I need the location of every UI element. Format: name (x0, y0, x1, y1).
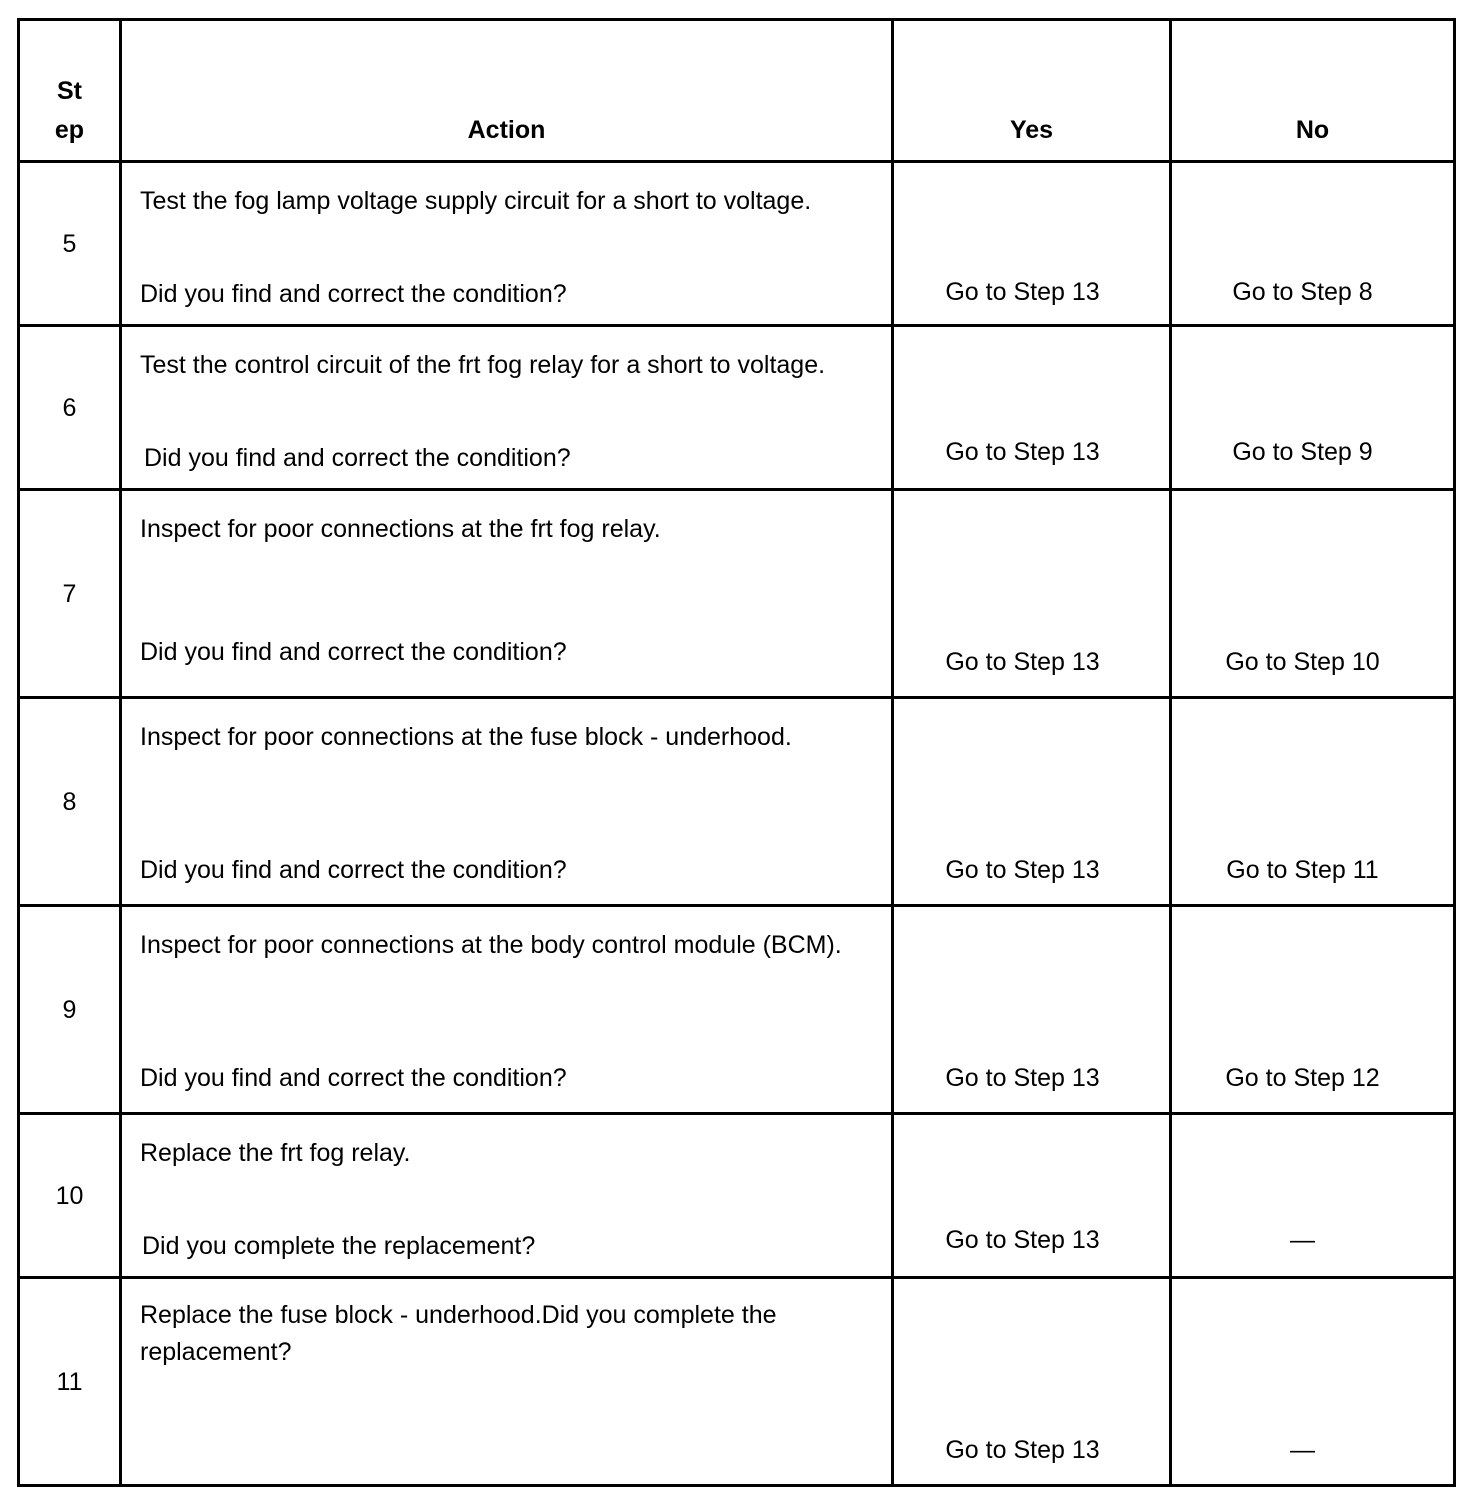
no-cell (1171, 698, 1455, 906)
header-step-line1: St (57, 77, 82, 105)
yes-answer: Go to Step 13 (945, 648, 1100, 676)
question-text: Did you find and correct the condition? (144, 444, 571, 472)
no-answer: — (1290, 1226, 1315, 1254)
yes-cell (893, 906, 1171, 1114)
table-row (19, 490, 1455, 698)
step-number: 6 (19, 326, 121, 490)
action-text: Replace the frt fog relay. (140, 1139, 411, 1167)
step-number: 8 (19, 698, 121, 906)
no-cell (1171, 326, 1455, 490)
no-answer: — (1290, 1436, 1315, 1464)
table-row (19, 698, 1455, 906)
action-text: Test the control circuit of the frt fog relay for a short to voltage. (140, 351, 826, 379)
no-answer: Go to Step 9 (1232, 438, 1373, 466)
action-text: Test the fog lamp voltage supply circuit for a short to voltage. (140, 187, 812, 215)
header-step-line2: ep (54, 116, 85, 144)
step-number: 10 (19, 1114, 121, 1278)
header-yes: Yes (893, 20, 1171, 162)
yes-answer: Go to Step 13 (945, 438, 1100, 466)
table-row (19, 326, 1455, 490)
yes-cell (893, 1114, 1171, 1278)
action-cell (121, 1278, 893, 1486)
table-row (19, 162, 1455, 326)
action-cell (121, 326, 893, 490)
action-cell (121, 1114, 893, 1278)
question-text: Did you find and correct the condition? (140, 856, 567, 884)
no-cell (1171, 162, 1455, 326)
table-row (19, 1278, 1455, 1486)
header-action: Action (121, 20, 893, 162)
step-number: 11 (19, 1278, 121, 1486)
header-no: No (1171, 20, 1455, 162)
no-answer: Go to Step 11 (1226, 856, 1379, 884)
no-answer: Go to Step 10 (1225, 648, 1380, 676)
yes-cell (893, 1278, 1171, 1486)
step-number: 7 (19, 490, 121, 698)
action-cell (121, 698, 893, 906)
yes-cell (893, 162, 1171, 326)
action-cell (121, 490, 893, 698)
yes-answer: Go to Step 13 (945, 278, 1100, 306)
question-text: Did you find and correct the condition? (140, 1064, 567, 1092)
yes-answer: Go to Step 13 (945, 1064, 1100, 1092)
header-row (19, 20, 1455, 162)
no-cell (1171, 906, 1455, 1114)
no-cell (1171, 490, 1455, 698)
action-text: Inspect for poor connections at the body control module (BCM). (140, 931, 842, 959)
question-text: Did you find and correct the condition? (140, 638, 567, 666)
header-step (19, 20, 121, 162)
action-text: Replace the fuse block - underhood.Did you complete the replacement? (140, 1301, 777, 1366)
action-text: Inspect for poor connections at the fuse block - underhood. (140, 723, 792, 751)
no-cell (1171, 1114, 1455, 1278)
no-answer: Go to Step 12 (1225, 1064, 1380, 1092)
question-text: Did you find and correct the condition? (140, 280, 567, 308)
step-number: 9 (19, 906, 121, 1114)
no-answer: Go to Step 8 (1232, 278, 1373, 306)
action-text: Inspect for poor connections at the frt fog relay. (140, 515, 661, 543)
action-cell (121, 162, 893, 326)
yes-cell (893, 490, 1171, 698)
diagnostic-table (17, 18, 1456, 1487)
table-row (19, 906, 1455, 1114)
yes-answer: Go to Step 13 (945, 1226, 1100, 1254)
no-cell (1171, 1278, 1455, 1486)
question-text: Did you complete the replacement? (142, 1232, 536, 1260)
yes-cell (893, 698, 1171, 906)
yes-answer: Go to Step 13 (945, 856, 1100, 884)
yes-cell (893, 326, 1171, 490)
table-row (19, 1114, 1455, 1278)
action-cell (121, 906, 893, 1114)
yes-answer: Go to Step 13 (945, 1436, 1100, 1464)
step-number: 5 (19, 162, 121, 326)
